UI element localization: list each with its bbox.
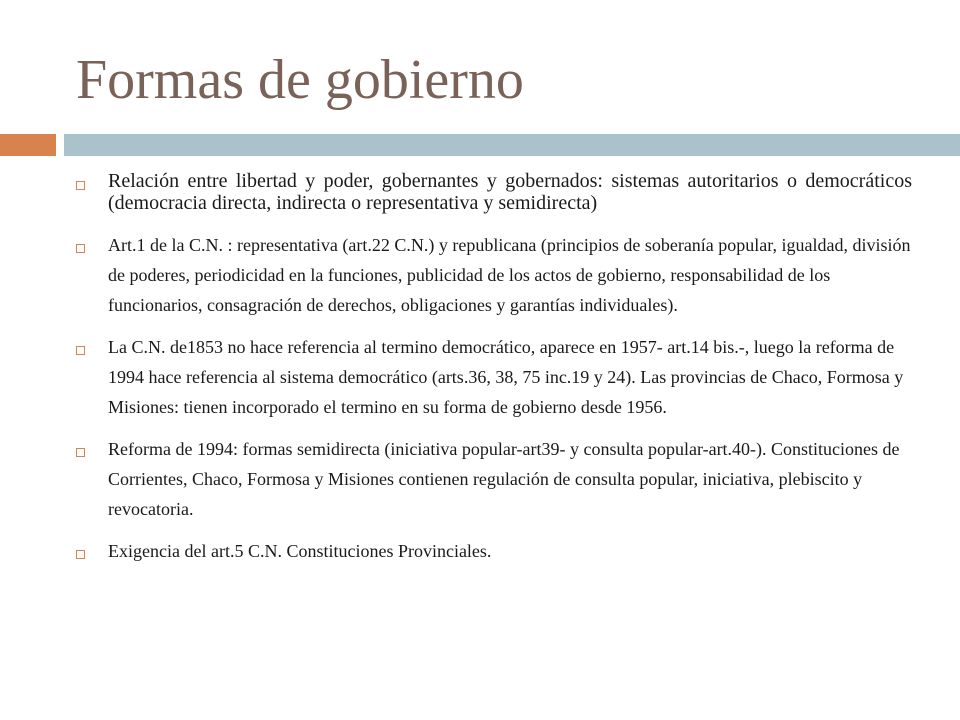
list-item-text: Relación entre libertad y poder, gobernantes y gobernados: sistemas autoritarios o democráticos (democracia directa, indirecta o representativa y semidirecta) [108,170,912,214]
list-item [76,332,912,422]
list-item-text: Reforma de 1994: formas semidirecta (iniciativa popular-art39- y consulta popular-art.40-). Constituciones de Corrientes, Chaco, Formosa y Misiones contienen regulación de consulta popular, iniciativa, plebiscito y revocatoria. [108,439,900,519]
list-item-text: Exigencia del art.5 C.N. Constituciones Provinciales. [108,541,492,561]
square-bullet-icon [76,550,85,559]
list-item-text: La C.N. de1853 no hace referencia al termino democrático, aparece en 1957- art.14 bis.-, luego la reforma de 1994 hace referencia al sistema democrático (arts.36, 38, 75 inc.19 y 24). Las provincias de Chaco, Formosa y Misiones: tienen incorporado el termino en su forma de gobierno desde 1956. [108,337,904,417]
bullet-list [76,170,912,578]
list-item [76,170,912,214]
list-item [76,536,912,566]
square-bullet-icon [76,448,85,457]
square-bullet-icon [76,244,85,253]
title-rule-bar [64,134,960,156]
square-bullet-icon [76,346,85,355]
list-item [76,230,912,320]
list-item-text: Art.1 de la C.N. : representativa (art.22 C.N.) y republicana (principios de soberanía popular, igualdad, división de poderes, periodicidad en la funciones, publicidad de los actos de gobierno, responsabilidad de los funcionarios, consagración de derechos, obligaciones y garantías individuales). [108,235,911,315]
slide-title: Formas de gobierno [76,49,524,111]
title-accent-bar [0,134,56,156]
square-bullet-icon [76,181,85,190]
list-item [76,434,912,524]
